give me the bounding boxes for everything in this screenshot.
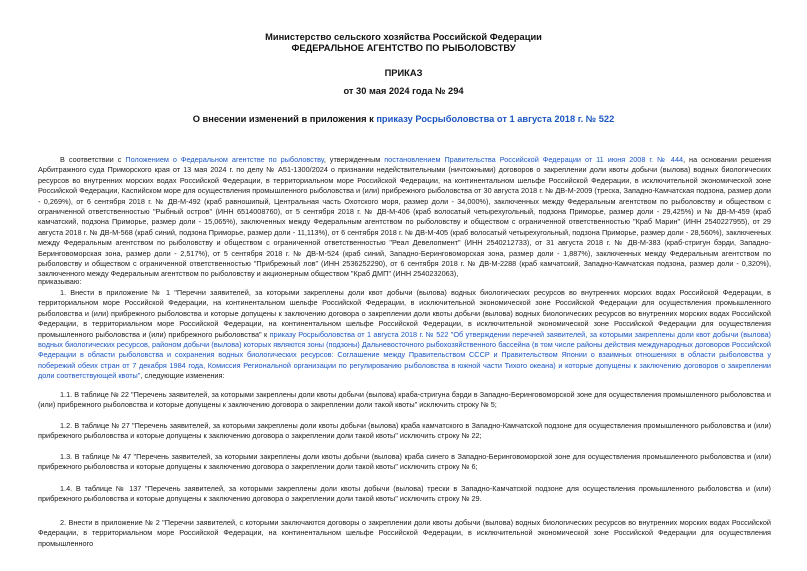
item-1-text-1: 1. Внести в приложение № 1 "Перечни заявителей, за которыми закреплены доли квот добычи (вылова) водных биологических ресурсов во внутренних морских водах Российской Федерации, в территориальном море Российской Федерации, на континентальном шельфе Российской Федерации, в исключительной экономической зоне Российской Федерации для осуществления промышленного рыболовства и (или) прибрежного рыболовства и которые допущены к заключению договора о закреплении доли квоты добычи (вылова) водных биологических ресурсов во внутренних морских водах Российской Федерации, в территориальном море Российской Федерации, на континентальном шельфе Российской Федерации, в исключительной экономической зоне Российской Федерации для осуществления промышленного рыболовства и (или) прибрежного рыболовства" к xyxy=(38,288,771,339)
subitem-1-3: 1.3. В таблице № 47 "Перечень заявителей, за которыми закреплены доли квоты добычи (вылова) краба синего в Западно-Беринговоморской зоне для осуществления промышленного рыболовства и (или) прибрежного рыболовства и которые допущены к заключению договора о закреплении доли такой квоты" исключить строку № 6; xyxy=(38,452,771,472)
preamble-text-1: В соответствии с xyxy=(60,155,126,164)
government-decree-link[interactable]: постановлением Правительства Российской Федерации от 11 июня 2008 г. № 444 xyxy=(384,155,684,164)
title-prefix: О внесении изменений в приложения к xyxy=(192,114,377,124)
subitem-1-1: 1.1. В таблице № 22 "Перечень заявителей, за которыми закреплены доли квоты добычи (вылова) краба-стригуна бэрди в Западно-Беринговоморской зоне для осуществления промышленного рыболовства и (или) прибрежного рыболовства и которые допущены к заключению договора о закреплении доли такой квоты" исключить строку № 5; xyxy=(38,390,771,410)
item-2-paragraph: 2. Внести в приложение № 2 "Перечни заявителей, с которыми заключаются договоры о закреплении доли квоты добычи (вылова) водных биологических ресурсов во внутренних морских водах Российской Федерации, в территориальном море Российской Федерации, на континентальном шельфе Российской Федерации, в исключительной экономической зоне Российской Федерации для осуществления промышленного xyxy=(38,518,771,548)
document-date-number: от 30 мая 2024 года № 294 xyxy=(343,86,464,96)
item-1-paragraph xyxy=(38,288,771,382)
order-word: приказываю: xyxy=(38,277,82,286)
regulation-link[interactable]: Положением о Федеральном агентстве по рыболовству xyxy=(125,155,324,164)
title-order-link[interactable]: приказу Росрыболовства от 1 августа 2018 г. № 522 xyxy=(376,114,615,124)
subitem-1-4: 1.4. В таблице № 137 "Перечень заявителей, за которыми закреплены доли квоты добычи (вылова) трески в Западно-Камчатской подзоне для осуществления промышленного рыболовства и (или) прибрежного рыболовства и которые допущены к заключению договора о закреплении доли такой квоты" исключить строку № 29. xyxy=(38,484,771,504)
subitem-1-2: 1.2. В таблице № 27 "Перечень заявителей, за которыми закреплены доли квоты добычи (вылова) краба камчатского в Западно-Камчатской подзоне для осуществления промышленного рыболовства и (или) прибрежного рыболовства и которые допущены к заключению договора о закреплении доли такой квоты" исключить строку № 22; xyxy=(38,421,771,441)
item-1-text-2: "Об утверждении перечней заявителей, за которыми закреплены доли квот добычи (вылова) водных биологических ресурсов, районом добычи (вылова) которых являются зоны (подзоны) Дальневосточного рыбохозяйственного бассейна (в том числе районы действия международных договоров Российской Федерации в области рыболовства и сохранения водных биологических ресурсов: Соглашение между Правительством СССР и Правительством Японии о взаимных отношениях в области рыболовства у побережий обеих стран от 7 декабря 1984 года, Комиссия Региональной организации по регулированию рыболовства в южной части Тихого океана) и которые допущены к заключению договоров о закреплении доли соответствующей квоты" xyxy=(38,329,771,381)
preamble-paragraph xyxy=(38,155,771,280)
preamble-text-3: , на основании решения Арбитражного суда Приморского края от 13 мая 2024 г. по делу № А51-1300/2024 о признании недействительными (ничтожными) договоров о закреплении доли квоты добычи (вылова) водных биологических ресурсов во внутренних морских водах Российской Федерации, в территориальном море Российской Федерации, на континентальном шельфе Российской Федерации, в исключительной экономической зоне Российской Федерации, Каспийском море для осуществления промышленного рыболовства и (или) прибрежного рыболовства от 30 августа 2018 г. № ДВ-М-2009 (треска, Западно-Камчатская подзона, размер доли - 0,269%), от 6 сентября 2018 г. № ДВ-М-492 (краб равношипый, Центральная часть Охотского моря, размер доли - 34,000%), заключенных между Федеральным агентством по рыболовству и обществом с ограниченной ответственностью "Рыбный остров" (ИНН 6514008760), от 5 сентября 2018 г. № ДВ-М-406 (краб волосатый четырехугольный, подзона Приморье, размер доли - 29,425%) и № ДВ-М-459 (краб камчатский, подзона Приморье, размер доли - 15,065%), заключенных между Федеральным агентством по рыболовству и обществом с ограниченной ответственностью "Краб Марин" (ИНН 2540227955), от 29 августа 2018 г. № ДВ-М-568 (краб синий, подзона Приморье, размер доли - 11,113%), от 6 сентября 2018 г. № ДВ-М-405 (краб волосатый четырехугольный, подзона Приморье, размер доли - 28,560%), заключенных между Федеральным агентством по рыболовству и обществом с ограниченной ответственностью "Реал Девелопмент" (ИНН 2540212733), от 31 августа 2018 г. № ДВ-М-383 (краб-стригун бэрди, Западно-Беринговоморская зона, размер доли - 2,517%), от 5 сентября 2018 г. № ДВ-М-524 (краб синий, Западно-Беринговоморская зона, размер доли - 1,887%), заключенных между Федеральным агентством по рыболовству и обществом с ограниченной ответственностью "Прибрежный лов" (ИНН 2536252290), от 6 сентября 2018 г. № ДВ-М-2288 (краб камчатский, Западно-Камчатская подзона, размер доли - 0,320%), заключенного между Федеральным агентством по рыболовству и акционерным обществом "Краб ДМП" (ИНН 2540232063), xyxy=(38,155,771,279)
agency-name: ФЕДЕРАЛЬНОЕ АГЕНТСТВО ПО РЫБОЛОВСТВУ xyxy=(291,43,516,53)
document-type: ПРИКАЗ xyxy=(384,68,423,78)
preamble-text-2: , утвержденным xyxy=(323,155,385,164)
document-title xyxy=(0,114,807,125)
item-1-order-link[interactable]: приказу Росрыболовства от 1 августа 2018 г. № 522 xyxy=(269,329,449,339)
ministry-name: Министерство сельского хозяйства Российской Федерации xyxy=(265,32,542,42)
item-1-text-3: , следующие изменения: xyxy=(140,371,225,381)
